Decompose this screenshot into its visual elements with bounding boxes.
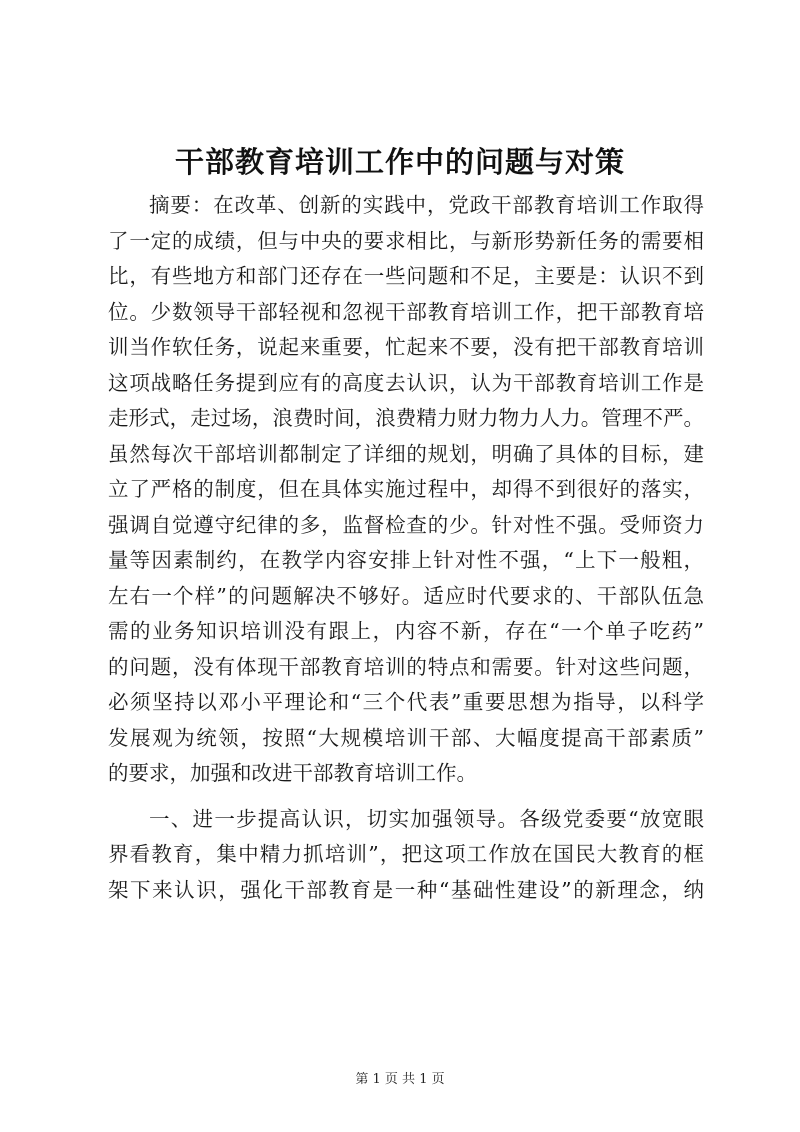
paragraph-1-line-13: 需的业务知识培训没有跟上，内容不新，存在“一个单子吃药”	[108, 619, 704, 643]
paragraph-1-line-11: 量等因素制约，在教学内容安排上针对性不强，“上下一般粗，	[108, 548, 704, 572]
paragraph-2-line-2: 界看教育，集中精力抓培训”，把这项工作放在国民大教育的框	[108, 842, 704, 866]
paragraph-2-line-3: 架下来认识，强化干部教育是一种“基础性建设”的新理念，纳	[108, 877, 704, 902]
paragraph-1-line-1: 摘要：在改革、创新的实践中，党政干部教育培训工作取得	[149, 193, 704, 217]
paragraph-1-line-7: 走形式，走过场，浪费时间，浪费精力财力物力人力。管理不严。	[108, 406, 704, 430]
paragraph-1-line-6: 这项战略任务提到应有的高度去认识，认为干部教育培训工作是	[108, 370, 704, 395]
paragraph-2-line-1: 一、进一步提高认识，切实加强领导。各级党委要“放宽眼	[149, 806, 704, 831]
paragraph-gap	[108, 792, 704, 802]
paragraph-1-line-3: 比，有些地方和部门还存在一些问题和不足，主要是：认识不到	[108, 264, 704, 288]
page-footer: 第 1 页 共 1 页	[355, 1072, 445, 1087]
paragraph-1-line-16: 发展观为统领，按照“大规模培训干部、大幅度提高干部素质”	[108, 725, 704, 750]
paragraph-1-line-15: 必须坚持以邓小平理论和“三个代表”重要思想为指导，以科学	[108, 690, 704, 714]
paragraph-1-line-17: 的要求，加强和改进干部教育培训工作。	[108, 761, 477, 785]
paragraph-1-line-12: 左右一个样”的问题解决不够好。适应时代要求的、干部队伍急	[108, 583, 704, 608]
paragraph-1-line-2: 了一定的成绩，但与中央的要求相比，与新形势新任务的需要相	[108, 228, 704, 253]
paragraph-1-line-4: 位。少数领导干部轻视和忽视干部教育培训工作，把干部教育培	[108, 299, 704, 324]
document-title: 干部教育培训工作中的问题与对策	[174, 145, 625, 179]
paragraph-1-line-10: 强调自觉遵守纪律的多，监督检查的少。针对性不强。受师资力	[108, 512, 704, 537]
paragraph-1-line-9: 立了严格的制度，但在具体实施过程中，却得不到很好的落实，	[108, 477, 704, 501]
document-body	[108, 188, 704, 908]
paragraph-1-line-8: 虽然每次干部培训都制定了详细的规划，明确了具体的目标，建	[108, 441, 704, 466]
paragraph-1-line-14: 的问题，没有体现干部教育培训的特点和需要。针对这些问题，	[108, 654, 704, 679]
paragraph-1-line-5: 训当作软任务，说起来重要，忙起来不要，没有把干部教育培训	[108, 335, 704, 359]
